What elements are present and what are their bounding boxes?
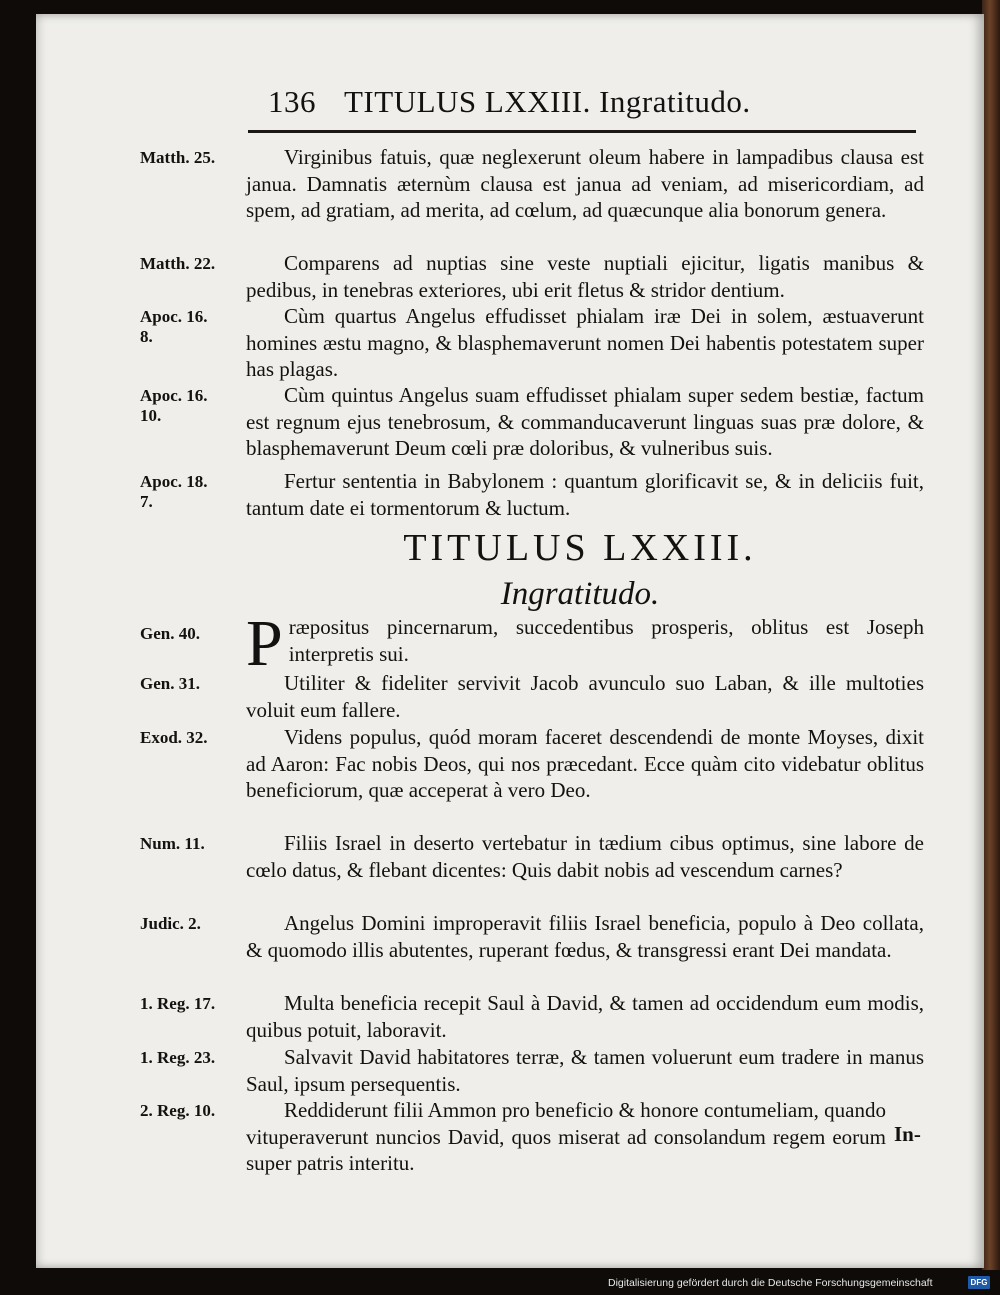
dfg-logo: DFG [968,1276,990,1289]
entry-text: Angelus Domini improperavit filiis Israel beneficia, populo à Deo collata, & quomodo illis abutentes, ruperant fœdus, & transgressi erant Dei mandata. [246,911,924,962]
book-page [36,14,984,1268]
margin-reference: 1. Reg. 17. [140,994,216,1013]
margin-reference: Judic. 2. [140,914,201,933]
catchword: In- [894,1122,921,1146]
entry-text: Cùm quintus Angelus suam effudisset phialam super sedem bestiæ, factum est regnum ejus tenebrosum, & commanducaverunt linguas suas præ dolore, & blasphemaverunt Deum cœli præ doloribus, & vulneribus suis. [246,383,924,460]
book-edge [982,0,1000,1270]
margin-reference: 2. Reg. 10. [140,1101,216,1120]
margin-reference: Apoc. 16. 10. [140,386,208,425]
entry-text: Salvavit David habitatores terræ, & tamen voluerunt eum tradere in manus Saul, ipsum persequentis. [246,1045,924,1096]
running-title: TITULUS LXXIII. Ingratitudo. [344,84,751,119]
entry-text-body: ræpositus pincernarum, succedentibus prosperis, oblitus est Joseph interpretis sui. [288,615,924,666]
margin-reference: Gen. 40. [140,624,200,643]
margin-reference: Num. 11. [140,834,205,853]
page-number: 136 [268,84,316,119]
entry-text [246,607,924,680]
section-title: TITULUS LXXIII. [403,527,757,569]
margin-reference: Matth. 25. [140,148,216,167]
margin-reference: Apoc. 16. 8. [140,307,208,346]
margin-reference: 1. Reg. 23. [140,1048,216,1067]
entry-text: Videns populus, quód moram faceret descendendi de monte Moyses, dixit ad Aaron: Fac nobis Deos, qui nos præcedant. Ecce quàm cito videbatur oblitus beneficiorum, quæ acceperat à vero Deo. [246,725,924,802]
entry-text: Reddiderunt filii Ammon pro beneficio & honore contumeliam, quando vituperaverunt nuncios David, quos miserat ad consolandum regem eorum super patris interitu. [246,1098,886,1175]
entry-text: Fertur sententia in Babylonem : quantum glorificavit se, & in deliciis fuit, tantum date ei tormentorum & luctum. [246,469,924,520]
drop-cap: P [246,607,283,680]
entry-text: Cùm quartus Angelus effudisset phialam iræ Dei in solem, æstuaverunt homines æstu magno, & blasphemaverunt nomen Dei habentis potestatem super has plagas. [246,304,924,381]
margin-reference: Exod. 32. [140,728,208,747]
entry-text: Comparens ad nuptias sine veste nuptiali ejicitur, ligatis manibus & pedibus, in tenebras exteriores, ubi erit fletus & stridor dentium. [246,251,924,302]
section-subtitle: Ingratitudo. [500,576,660,612]
entry-text: Virginibus fatuis, quæ neglexerunt oleum habere in lampadibus clausa est janua. Damnatis æternùm clausa est janua ad veniam, ad misericordiam, ad spem, ad gratiam, ad merita, ad cœlum, ad quæcunque alia bonorum genera. [246,145,924,222]
margin-reference: Apoc. 18. 7. [140,472,208,511]
digitization-credit: Digitalisierung gefördert durch die Deutsche Forschungsgemeinschaft [608,1277,933,1289]
entry-text: Multa beneficia recepit Saul à David, & tamen ad occidendum eum modis, quibus potuit, laboravit. [246,991,924,1042]
header-rule [248,130,916,133]
entry-text: Filiis Israel in deserto vertebatur in tædium cibus optimus, sine labore de cœlo datus, & flebant dicentes: Quis dabit nobis ad vescendum carnes? [246,831,924,882]
margin-reference: Gen. 31. [140,674,200,693]
margin-reference: Matth. 22. [140,254,216,273]
running-head [268,84,868,120]
entry-text: Utiliter & fideliter servivit Jacob avunculo suo Laban, & ille multoties voluit eum fallere. [246,671,924,722]
